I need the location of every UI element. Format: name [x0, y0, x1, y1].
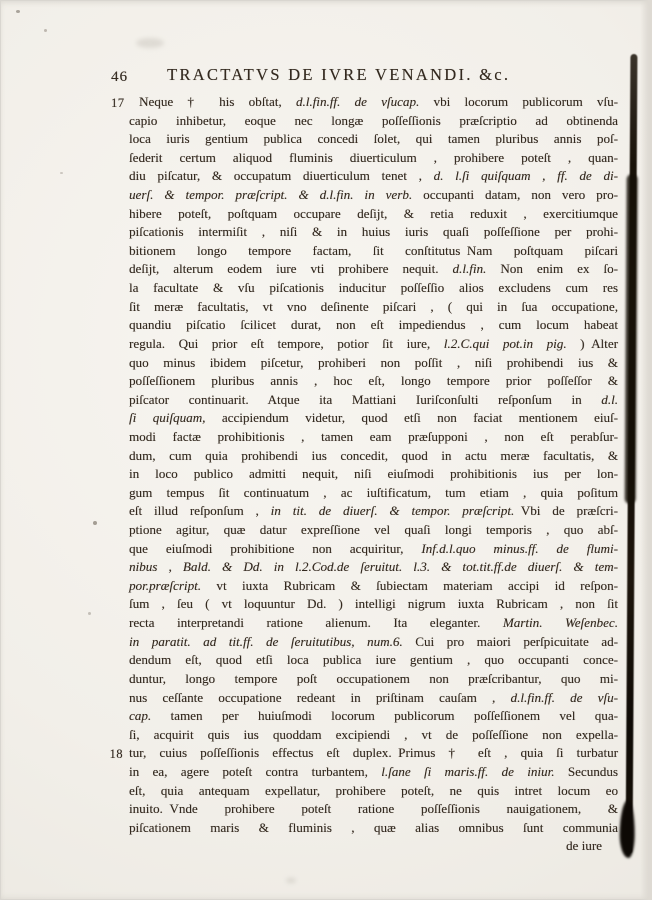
ink-speck: [93, 521, 97, 525]
text-line: [129, 558, 618, 577]
text-line: [129, 298, 618, 317]
text-segment: in loco publico admitti nequit, niſi eiuſmodi prohibitionis ius per lon-: [129, 466, 618, 482]
text-segment: nus ceſſante occupatione redeant in priſtinam cauſam ,: [129, 689, 511, 705]
text-segment: vbi locorum publicorum vſu-: [419, 94, 619, 109]
text-line: [129, 595, 618, 614]
citation-text: cap.: [129, 708, 152, 724]
text-line: [129, 223, 618, 242]
citation-text: uerſ. & tempor. præſcript. & d.l.fin. in verb.: [129, 187, 413, 203]
text-segment: piſcationem maris & fluminis , quæ alias omnibus ſunt communia: [129, 819, 618, 835]
citation-text: in paratit. ad tit.ff. de ſeruitutibus, num.6.: [129, 633, 403, 649]
text-line: [129, 242, 618, 261]
scan-edge-strip: [640, 0, 652, 900]
text-line: [129, 521, 618, 540]
text-line: [129, 763, 618, 782]
text-segment: dendum eſt, quod etſi loca publica iure gentium , quo occupanti conce-: [129, 652, 618, 668]
text-line: [129, 409, 618, 428]
text-segment: piſcator continuarit. Atque ita Mattiani Iuriſconſulti reſponſum in: [129, 391, 602, 407]
ink-stain-band: [626, 54, 638, 854]
ink-speck: [44, 29, 47, 32]
text-segment: inuito. Vnde prohibere poteſt ratione poſſeſſionis nauigationem, &: [129, 801, 618, 817]
text-segment: piſcationis intermiſit , niſi & in huius iuris quaſi poſſeſſione per prohi-: [129, 224, 618, 240]
text-segment: in ea, agere poteſt contra turbantem,: [129, 763, 382, 779]
text-segment: poſſeſſionem pluribus annis , hoc eſt, longo tempore prior poſſeſſor &: [129, 373, 618, 389]
text-segment: tur, cuius poſſeſſionis effectus eſt duplex. Primus † eſt , quia ſi turbatur: [129, 745, 618, 761]
text-segment: ) Alter: [566, 335, 618, 351]
paragraph-number: 18: [109, 747, 123, 762]
text-segment: la facultate & vſu piſcationis inducitur poſſeſſio alios excludens cum res: [129, 280, 618, 296]
text-line: [129, 391, 618, 410]
text-segment: hibere poteſt, poſtquam occupare deſijt, & retia reduxit , exercitiumque: [129, 205, 618, 221]
citation-text: Inf.d.l.quo minus.ff. de flumi-: [421, 540, 618, 556]
citation-text: d.l.: [601, 391, 618, 407]
text-block: [109, 93, 619, 856]
text-line: [129, 428, 618, 447]
text-line: [129, 670, 618, 689]
text-segment: bitionem longo tempore factam, ſit conſtitutus Nam poſtquam piſcari: [129, 242, 618, 258]
text-segment: regula. Qui prior eſt tempore, potior ſit iure,: [129, 335, 444, 351]
ink-speck: [88, 612, 91, 615]
text-segment: Neque † his obſtat,: [139, 94, 296, 109]
text-line: [129, 186, 618, 205]
text-line: [129, 782, 618, 801]
text-segment: deſijt, alterum eodem iure vti prohibere nequit.: [129, 261, 453, 277]
text-segment: quandiu piſcatio ſcilicet durat, non eſt impediendus , cum locum habeat: [129, 317, 618, 333]
text-line: [129, 372, 618, 391]
text-segment: accipiendum videtur, quod etſi non faciat mentionem eiuſ-: [205, 410, 618, 426]
text-line: [129, 316, 618, 335]
text-segment: tamen per huiuſmodi locorum publicorum poſſeſſionem vel qua-: [151, 708, 618, 724]
text-line: [129, 800, 618, 819]
text-line: [129, 540, 618, 559]
text-segment: ptione agitur, quæ datur expreſſione vel quaſi longi temporis , quo abſ-: [129, 522, 618, 538]
text-line: [129, 465, 618, 484]
citation-text: in tit. de diuerſ. & tempor. præſcript.: [270, 503, 515, 519]
text-line: [129, 726, 618, 745]
text-line: [129, 689, 618, 708]
text-segment: eſt illud reſponſum ,: [129, 503, 271, 519]
text-line: [129, 502, 618, 521]
text-segment: modi factæ prohibitionis , tamen eam præſupponi , non eſt perabſur-: [129, 428, 618, 444]
citation-text: ſi quiſquam,: [129, 410, 206, 426]
text-line: [129, 279, 618, 298]
text-segment: occupanti datam, non vero pro-: [412, 187, 618, 203]
citation-text: Martin. Weſenbec.: [502, 615, 618, 631]
text-line: [129, 167, 618, 186]
text-segment: ſit meræ facultatis, vt vno deſinente piſcari , ( qui in ſua occupatione,: [129, 298, 618, 314]
text-segment: Secundus: [554, 763, 619, 779]
text-segment: quo minus ibidem piſcetur, prohiberi non poſſit , niſi prohibendi ius &: [129, 354, 618, 370]
ink-speck: [16, 10, 20, 13]
paper-smudge: [286, 878, 296, 883]
text-segment: ſederit certum aliquod fluminis diuerticulum , prohibere poteſt , quan-: [129, 149, 618, 165]
text-segment: capio inhibetur, eoque nec longæ poſſeſſionis præſcriptio ad obtinenda: [129, 112, 618, 128]
text-segment: gum tempus ſit continuatum , ac iuſtificatum, tum etiam , quia poſitum: [129, 484, 618, 500]
text-line: [129, 205, 618, 224]
text-segment: recta interpretandi ratione alienum. Ita eleganter.: [129, 615, 503, 631]
citation-text: d.l.fin.ff. de vſu-: [510, 689, 618, 705]
citation-text: l.2.C.qui pot.in pig.: [443, 335, 567, 351]
citation-text: d.l.fin.ff. de vſucap.: [295, 94, 420, 109]
text-line: [129, 335, 618, 354]
text-line: [129, 819, 618, 838]
text-line: [129, 149, 618, 168]
text-line: [129, 112, 618, 131]
citation-text: d.l.fin.: [452, 261, 487, 277]
text-segment: eſt, quia antequam expellatur, prohibere poteſt, ne quis intret locum eo: [129, 782, 618, 798]
text-line: [129, 447, 618, 466]
text-line: [109, 744, 618, 763]
text-line: [129, 651, 618, 670]
citation-text: por.præſcript.: [129, 577, 202, 593]
running-title: TRACTATVS DE IVRE VENANDI. &c.: [167, 65, 511, 84]
text-segment: vt iuxta Rubricam & ſubiectam materiam accipi id reſpon-: [201, 577, 618, 593]
text-line: [111, 93, 619, 112]
text-segment: ſi, acquirit quis ius quoddam excipiendi , vt de poſſeſſione non expella-: [129, 726, 618, 742]
text-segment: Cui pro maiori perſpicuitate ad-: [402, 633, 618, 649]
text-segment: dum, cum quia prohibendi ius concedit, quod in actu meræ facultatis, &: [129, 447, 618, 463]
text-line: [129, 484, 618, 503]
text-line: [129, 633, 618, 652]
text-segment: diu piſcatur, & occupatum diuerticulum tenet ,: [129, 168, 434, 184]
text-line: [129, 260, 618, 279]
text-segment: ſum , ſeu ( vt loquuntur Dd. ) intelligi nigrum iuxta Rubricam , non ſit: [129, 596, 618, 612]
citation-text: d. l.ſi quiſquam , ff. de di-: [433, 168, 618, 184]
text-segment: Non enim ex ſo-: [486, 261, 618, 277]
text-line: [129, 354, 618, 373]
page-number: 46: [111, 69, 128, 85]
catchword-line: [129, 837, 618, 856]
text-segment: Vbi de præſcri-: [514, 503, 618, 519]
citation-text: nibus , Bald. & Dd. in l.2.Cod.de ſeruitut. l.3. & tot.tit.ff.de diuerſ. & tem-: [129, 559, 618, 575]
text-line: [129, 707, 618, 726]
citation-text: l.ſane ſi maris.ff. de iniur.: [381, 763, 555, 779]
text-line: [129, 130, 618, 149]
paragraph-number: 17: [111, 96, 125, 110]
ink-speck: [60, 172, 63, 174]
text-segment: de iure: [566, 838, 602, 854]
text-line: [129, 577, 618, 596]
text-line: [129, 614, 618, 633]
text-segment: loca iuris gentium publica concedi ſolet, qui tamen pluribus annis poſ-: [129, 131, 618, 147]
paper-smudge: [136, 38, 164, 48]
text-segment: duntur, longo tempore poſt occupationem non præſcribantur, quo mi-: [129, 670, 618, 686]
text-segment: que eiuſmodi prohibitione non acquiritur,: [129, 540, 422, 556]
